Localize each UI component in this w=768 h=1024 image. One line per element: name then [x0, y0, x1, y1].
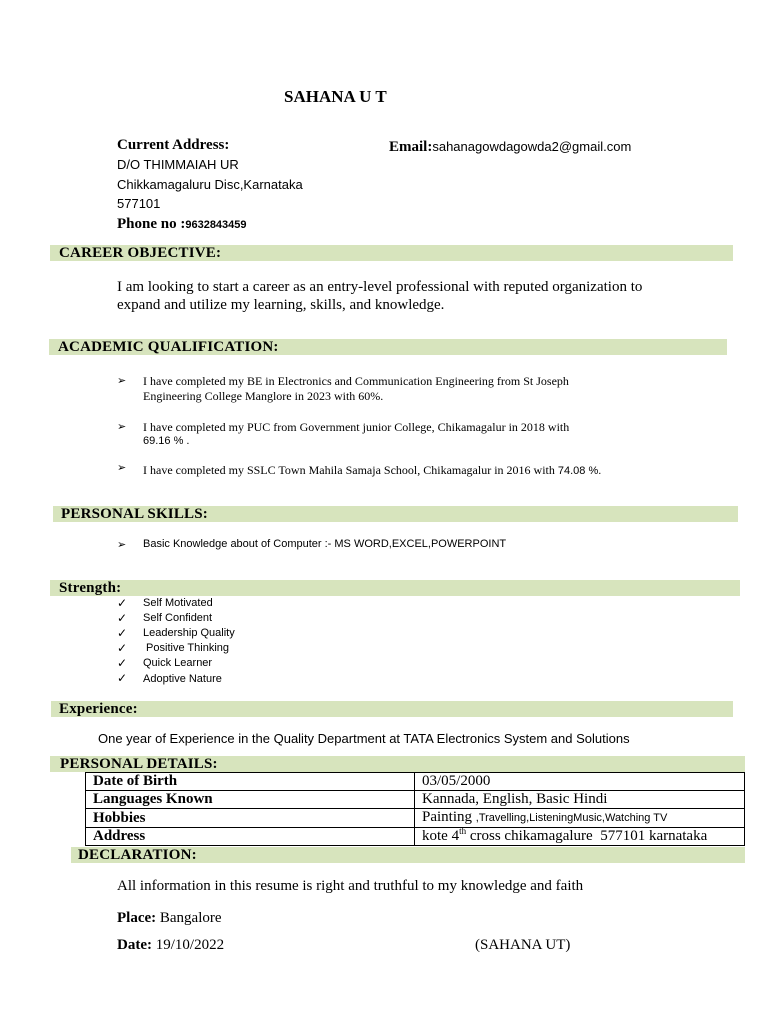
declaration-heading: DECLARATION:	[78, 847, 197, 863]
table-row	[86, 828, 745, 846]
strength-item: Adoptive Nature	[143, 673, 222, 685]
academic-heading: ACADEMIC QUALIFICATION:	[58, 339, 279, 355]
phone-row	[117, 215, 247, 233]
strength-heading: Strength:	[59, 580, 122, 596]
detail-value: kote 4	[422, 828, 460, 844]
detail-value: 03/05/2000	[415, 773, 745, 791]
academic-item-2-line-1: I have completed my PUC from Government junior College, Chikamagalur in 2018 with	[143, 420, 570, 434]
check-bullet-icon: ✓	[117, 641, 128, 655]
phone-label: Phone no :	[117, 216, 186, 232]
check-bullet-icon: ✓	[117, 626, 128, 640]
academic-item-1-line-2: Engineering College Manglore in 2023 with 60%.	[143, 389, 384, 403]
academic-item-3-text: I have completed my SSLC Town Mahila Samaja School, Chikamagalur in 2016 with	[143, 463, 558, 477]
detail-key: Languages Known	[86, 791, 415, 809]
academic-heading-band	[49, 339, 727, 355]
detail-key: Address	[86, 828, 415, 846]
experience-heading-band	[51, 701, 733, 717]
academic-item-1-line-1: I have completed my BE in Electronics and Communication Engineering from St Joseph	[143, 374, 569, 388]
strength-item: Leadership Quality	[143, 627, 235, 639]
skills-heading: PERSONAL SKILLS:	[61, 506, 208, 522]
career-objective-heading-band	[50, 245, 733, 261]
check-bullet-icon: ✓	[117, 656, 128, 670]
detail-value-post: cross chikamagalure 577101 karnataka	[466, 828, 708, 844]
table-row	[86, 791, 745, 809]
signature: (SAHANA UT)	[475, 937, 571, 953]
detail-key: Hobbies	[86, 809, 415, 828]
skill-item: Basic Knowledge about of Computer :- MS WORD,EXCEL,POWERPOINT	[143, 538, 507, 550]
table-row	[86, 773, 745, 791]
arrow-bullet-icon: ➢	[117, 374, 127, 387]
experience-text: One year of Experience in the Quality Department at TATA Electronics System and Solutions	[98, 731, 630, 746]
personal-details-heading: PERSONAL DETAILS:	[60, 756, 218, 772]
email-label: Email:	[389, 139, 433, 155]
personal-details-heading-band	[50, 756, 745, 772]
date-row	[117, 937, 224, 954]
strength-item: Self Motivated	[143, 597, 213, 609]
arrow-bullet-icon: ➢	[117, 420, 127, 433]
address-line-1: D/O THIMMAIAH UR	[117, 157, 239, 172]
detail-value-small: ,Travelling,ListeningMusic,Watching TV	[475, 812, 668, 824]
declaration-heading-band	[71, 847, 745, 863]
check-bullet-icon: ✓	[117, 596, 128, 610]
strength-item: Positive Thinking	[143, 642, 230, 654]
address-label: Current Address:	[117, 137, 230, 153]
detail-value-sup: th	[459, 826, 467, 836]
place-label: Place:	[117, 910, 157, 926]
strength-heading-band	[50, 580, 740, 596]
strength-item: Quick Learner	[143, 657, 213, 669]
experience-heading: Experience:	[59, 701, 138, 717]
declaration-text: All information in this resume is right and truthful to my knowledge and faith	[117, 878, 584, 894]
academic-item-3-percent: 74.08 %.	[557, 465, 602, 477]
personal-details-table	[85, 772, 745, 846]
place-row	[117, 910, 222, 927]
phone-value: 9632843459	[185, 219, 247, 231]
table-row	[86, 809, 745, 828]
career-objective-heading: CAREER OBJECTIVE:	[59, 245, 222, 261]
career-objective-line-2: expand and utilize my learning, skills, and knowledge.	[117, 297, 445, 313]
detail-value: Painting	[422, 809, 476, 825]
resume-name: SAHANA U T	[284, 87, 387, 106]
academic-item-2-line-2: 69.16 % .	[143, 435, 190, 447]
arrow-bullet-icon: ➢	[117, 461, 127, 474]
detail-value-cell	[415, 828, 745, 846]
check-bullet-icon: ✓	[117, 611, 128, 625]
check-bullet-icon: ✓	[117, 671, 128, 685]
detail-key: Date of Birth	[86, 773, 415, 791]
date-value: 19/10/2022	[151, 937, 225, 953]
place-value: Bangalore	[156, 910, 222, 926]
career-objective-line-1: I am looking to start a career as an entry-level professional with reputed organization to	[117, 279, 643, 295]
address-line-2: Chikkamagaluru Disc,Karnataka	[117, 177, 303, 192]
strength-item: Self Confident	[143, 612, 213, 624]
detail-value: Kannada, English, Basic Hindi	[415, 791, 745, 809]
academic-item-3	[143, 461, 601, 479]
address-line-3: 577101	[117, 196, 161, 211]
detail-value-cell	[415, 809, 745, 828]
email-row	[389, 138, 631, 156]
date-label: Date:	[117, 937, 152, 953]
skills-heading-band	[53, 506, 738, 522]
email-value: sahanagowdagowda2@gmail.com	[432, 139, 632, 154]
arrow-bullet-icon: ➢	[117, 538, 127, 551]
